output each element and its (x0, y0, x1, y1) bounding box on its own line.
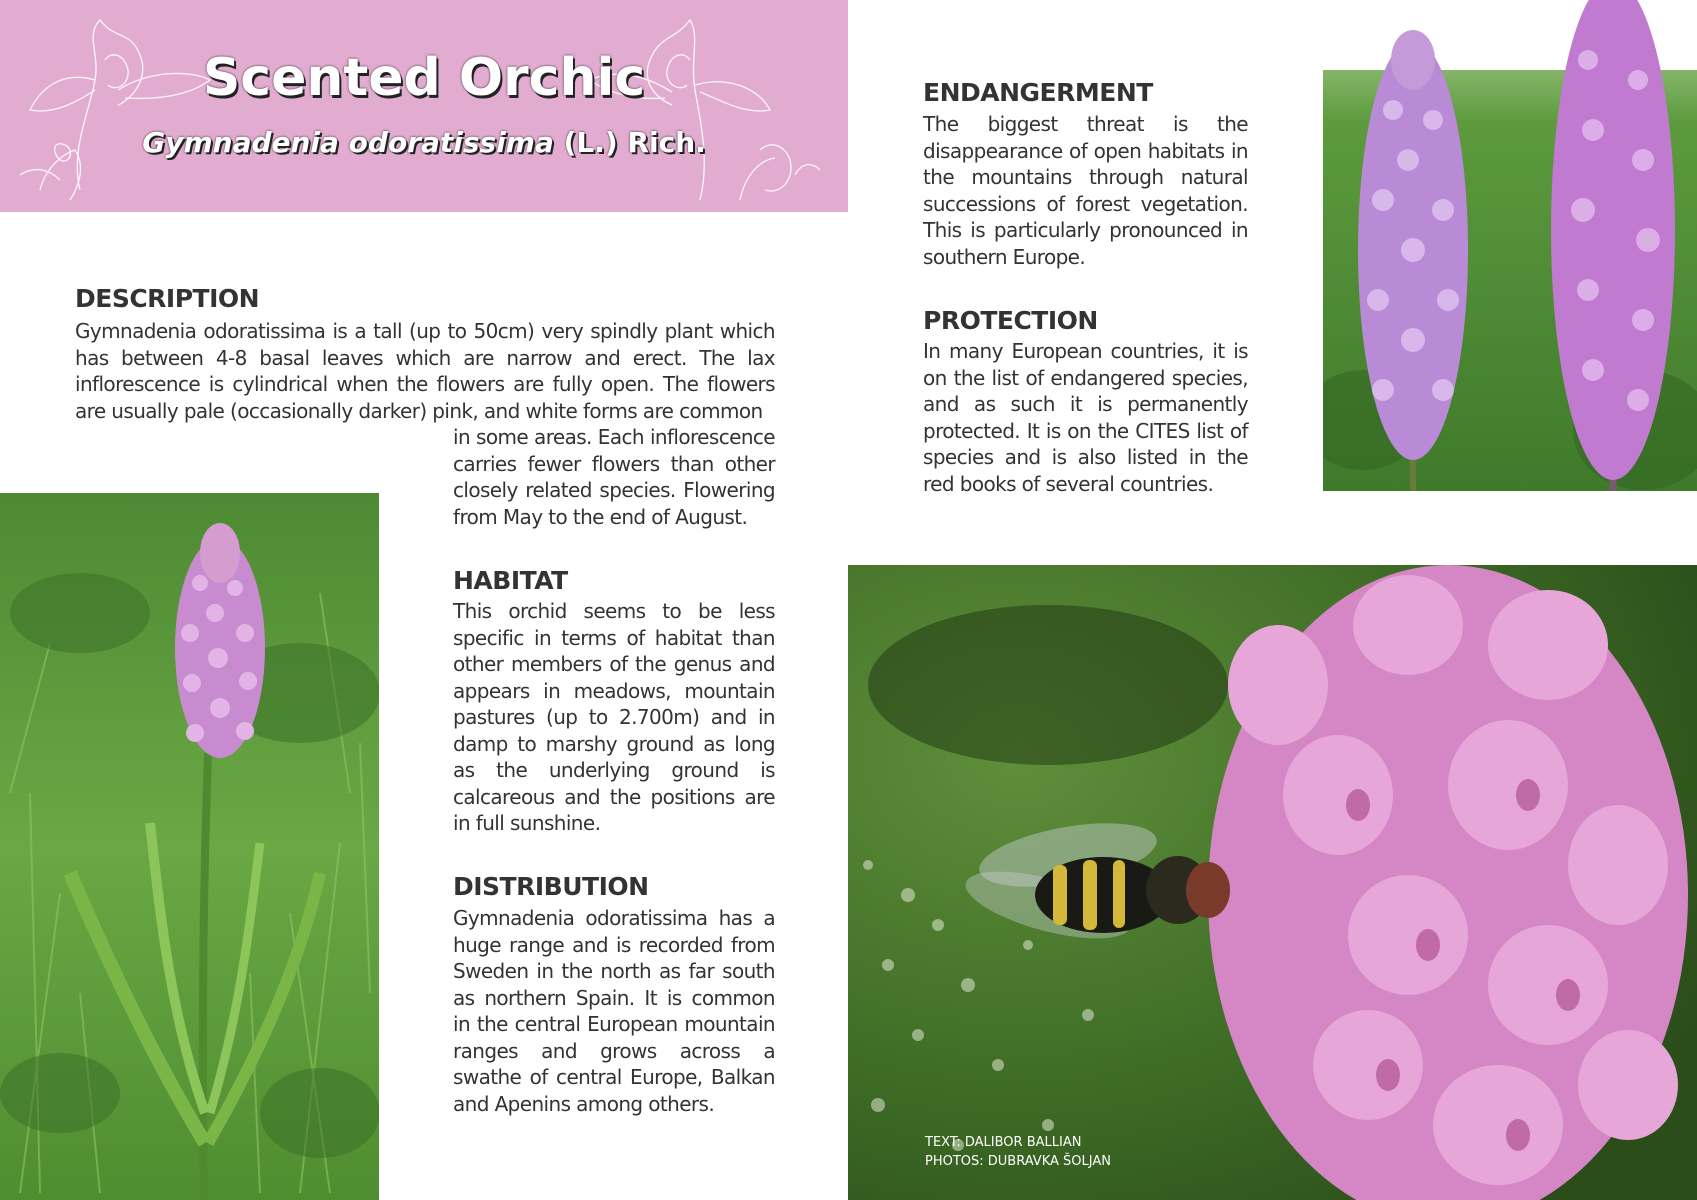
endangerment-text: The biggest threat is the disappearance of open habitats in the mountains through natural successions of forest vegetation. This is particularly pronounced in southern Europe. (923, 112, 1248, 269)
photo-whole-plant (0, 493, 379, 1200)
header-banner (0, 0, 848, 212)
credits-text-author: TEXT: DALIBOR BALLIAN (925, 1135, 1082, 1150)
species-name: Gymnadenia odoratissima (142, 126, 554, 159)
description-text-column: in some areas. Each inflorescence carries fewer flowers than other closely related species. Flowering from May to the end of August. (453, 425, 775, 529)
photo-closeup-hoverfly (848, 565, 1697, 1200)
credits (925, 1133, 1111, 1171)
habitat-text: This orchid seems to be less specific in terms of habitat than other members of the genus and appears in meadows, mountain pastures (up to 2.700m) and in damp to marshy ground as long as the underlying ground is calcareous and the positions are in full sunshine. (453, 599, 775, 835)
distribution-text: Gymnadenia odoratissima has a huge range and is recorded from Sweden in the north as far south as northern Spain. It is common in the central European mountain ranges and grows across a swathe of central Europe, Balkan and Apenins among others. (453, 906, 775, 1116)
protection-text: In many European countries, it is on the list of endangered species, and as such it is permanently protected. It is on the CITES list of species and is also listed in the red books of several countries. (923, 339, 1248, 496)
page-subtitle (0, 126, 848, 159)
endangerment-heading: ENDANGERMENT (923, 78, 1153, 107)
species-author: (L.) Rich. (563, 126, 706, 159)
habitat-heading: HABITAT (453, 566, 568, 595)
credits-photos-author: PHOTOS: DUBRAVKA ŠOLJAN (925, 1154, 1111, 1169)
description-text-wide: Gymnadenia odoratissima is a tall (up to 50cm) very spindly plant which has between 4-8 basal leaves which are narrow and erect. The lax inflorescence is cylindrical when the flowers are fully open. The flowers are usually pale (occasionally darker) pink, and white forms are common (75, 319, 775, 423)
page-title: Scented Orchic (202, 48, 646, 108)
description-heading: DESCRIPTION (75, 284, 260, 313)
protection-heading: PROTECTION (923, 306, 1098, 335)
photo-inflorescences (1323, 0, 1697, 491)
distribution-heading: DISTRIBUTION (453, 872, 649, 901)
